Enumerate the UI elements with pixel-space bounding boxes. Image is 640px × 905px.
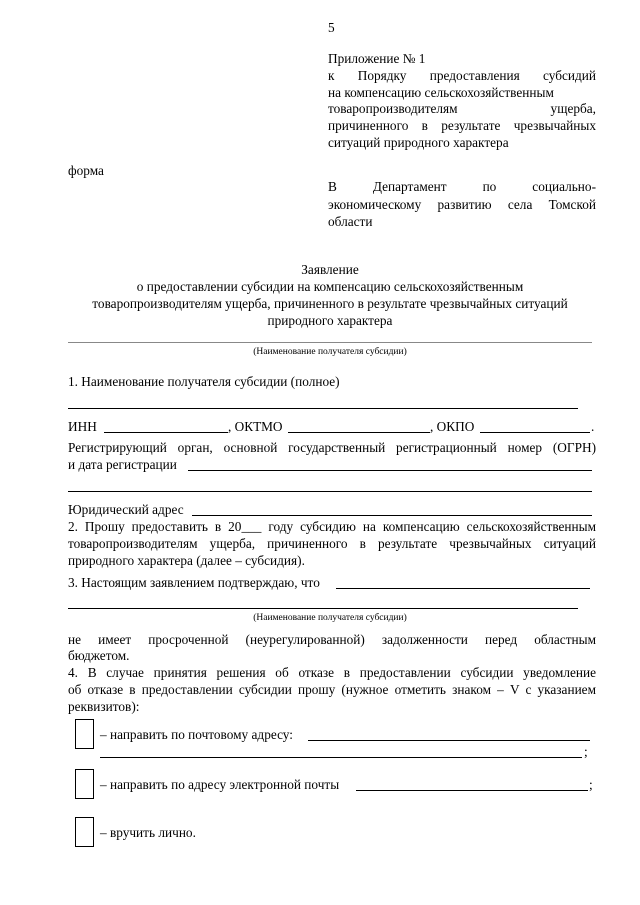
okpo-end: . — [591, 419, 595, 434]
postal-option-label: – направить по почтовому адресу: — [100, 727, 293, 742]
appendix-line: на компенсацию сельскохозяйственным — [328, 84, 554, 100]
section2-line: товаропроизводителям ущерба, причиненного в результате чрезвычайных ситуаций — [68, 536, 596, 551]
section4-line: 4. В случае принятия решения об отказе в предоставлении субсидии уведомление — [68, 665, 596, 680]
section1-title: 1. Наименование получателя субсидии (полное) — [68, 374, 340, 389]
postal-address-field[interactable] — [308, 740, 590, 741]
okpo-field[interactable] — [480, 432, 590, 433]
legal-address-field[interactable] — [192, 515, 592, 516]
email-field[interactable] — [356, 790, 588, 791]
okpo-label: , ОКПО — [430, 419, 475, 434]
inn-field[interactable] — [104, 432, 228, 433]
section3-field[interactable] — [336, 588, 590, 589]
form-label: форма — [68, 163, 104, 178]
appendix-line: товаропроизводителям ущерба, — [328, 101, 596, 117]
in-person-option-label: – вручить лично. — [100, 825, 196, 840]
section3-name-field[interactable] — [68, 608, 578, 609]
appendix-title: Приложение № 1 — [328, 51, 426, 66]
postal-semicolon: ; — [584, 744, 588, 759]
registration-date-label: и дата регистрации — [68, 457, 177, 472]
section4-line: об отказе в предоставлении субсидии прошу (нужное отметить знаком – V с указанием — [68, 682, 596, 697]
section4 — [68, 664, 596, 715]
addressee-block — [328, 178, 596, 231]
heading-line: о предоставлении субсидии на компенсацию сельскохозяйственным — [136, 279, 524, 294]
document-heading — [60, 261, 600, 329]
section2-line: природного характера (далее – субсидия). — [68, 553, 305, 568]
heading-line: природного характера — [267, 313, 393, 328]
email-checkbox[interactable] — [75, 769, 94, 799]
appendix-line: к Порядку предоставления субсидий — [328, 67, 596, 83]
postal-checkbox[interactable] — [75, 719, 94, 749]
section2-line: 2. Прошу предоставить в 20___ году субсидию на компенсацию сельскохозяйственным — [68, 519, 596, 534]
heading-title: Заявление — [301, 262, 359, 277]
registration-field[interactable] — [188, 470, 592, 471]
postal-address-field-extra[interactable] — [100, 757, 582, 758]
registration-field-extra[interactable] — [68, 491, 592, 492]
appendix-line: причиненного в результате чрезвычайных — [328, 118, 596, 134]
addressee-line: области — [328, 214, 373, 229]
oktmo-field[interactable] — [288, 432, 430, 433]
inn-label: ИНН — [68, 419, 97, 434]
addressee-line: В Департамент по социально- — [328, 179, 596, 194]
recipient-name-field[interactable] — [68, 342, 592, 343]
recipient-caption: (Наименование получателя субсидии) — [253, 347, 407, 357]
debt-line: не имеет просроченной (неурегулированной) задолженности перед областным — [68, 632, 596, 647]
email-semicolon: ; — [589, 777, 593, 792]
email-option-label: – направить по адресу электронной почты — [100, 777, 340, 792]
page-number: 5 — [328, 20, 335, 35]
section3-caption: (Наименование получателя субсидии) — [253, 613, 407, 623]
section2 — [68, 518, 596, 569]
section4-line: реквизитов): — [68, 699, 140, 714]
section3-text: 3. Настоящим заявлением подтверждаю, что — [68, 575, 320, 590]
registration-line: Регистрирующий орган, основной государственный регистрационный номер (ОГРН) — [68, 440, 596, 455]
appendix-block — [328, 51, 596, 152]
appendix-line: ситуаций природного характера — [328, 134, 509, 150]
heading-line: товаропроизводителям ущерба, причиненного в результате чрезвычайных ситуаций — [92, 296, 568, 311]
addressee-line: экономическому развитию села Томской — [328, 196, 596, 212]
debt-line: бюджетом. — [68, 648, 130, 663]
debt-statement — [68, 632, 596, 664]
full-name-field[interactable] — [68, 408, 578, 409]
legal-address-label: Юридический адрес — [68, 502, 184, 517]
oktmo-label: , ОКТМО — [228, 419, 283, 434]
in-person-checkbox[interactable] — [75, 817, 94, 847]
